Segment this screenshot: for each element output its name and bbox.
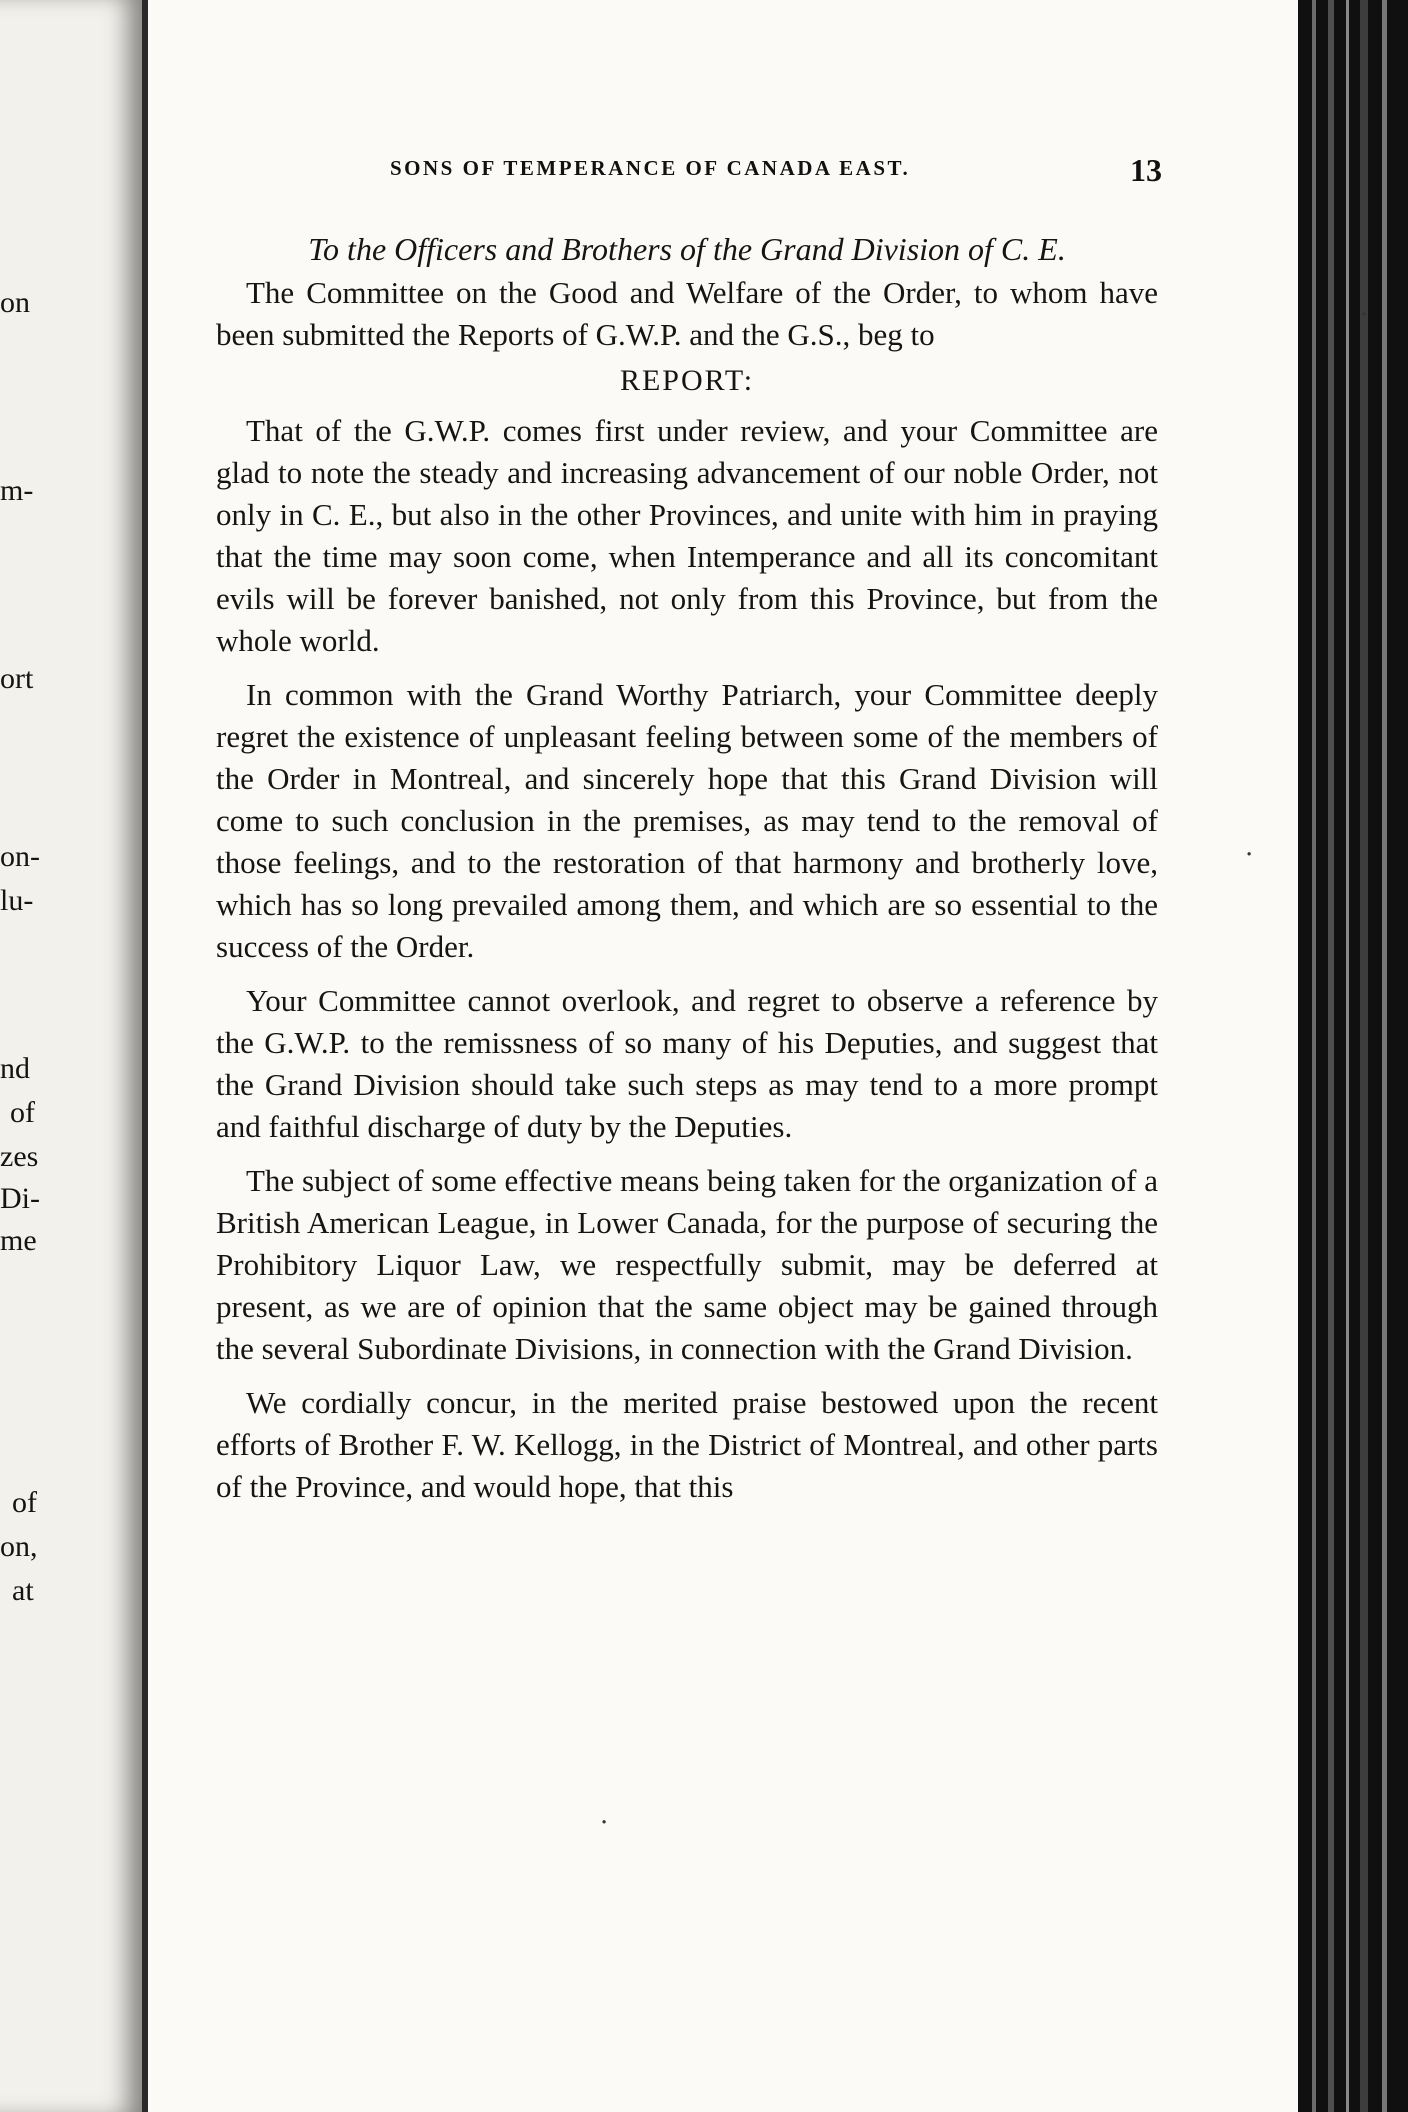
left-page-fragment: of (12, 1486, 37, 1519)
body-paragraph: We cordially concur, in the merited praise bestowed upon the recent efforts of Brother F. W. Kellogg, in the District of Montreal, and other parts of the Province, and would hope, that this (216, 1385, 1158, 1504)
left-page-fragment: zes (0, 1140, 39, 1173)
left-page-fragment: on- (0, 840, 40, 873)
running-head: SONS OF TEMPERANCE OF CANADA EAST. (390, 156, 911, 180)
left-page-fragment: of (10, 1096, 35, 1129)
scan-speck: · (600, 1808, 609, 1838)
left-page-fragment: lu- (0, 884, 34, 917)
page-number: 13 (1130, 152, 1162, 188)
left-page-fragment: ort (0, 662, 34, 695)
right-page-edge (1298, 0, 1408, 2112)
body-paragraph: In common with the Grand Worthy Patriarch, your Committee deeply regret the existence of unpleasant feeling between some of the members of the Order in Montreal, and sincerely hope that this Grand Division will come to such conclusion in the premises, as may tend to the removal of those feelings, and to the restoration of that harmony and brotherly love, which has so long prevailed among them, and which are so essential to the success of the Order. (216, 677, 1158, 964)
body-paragraph: Your Committee cannot overlook, and regret to observe a reference by the G.W.P. to the remissness of so many of his Deputies, and suggest that the Grand Division should take such steps as may tend to a more prompt and faithful discharge of duty by the Deputies. (216, 983, 1158, 1144)
address-line: To the Officers and Brothers of the Grand Division of C. E. (308, 231, 1066, 267)
left-page-fragment: on, (0, 1530, 38, 1563)
page-body (216, 228, 1158, 1520)
body-paragraph: That of the G.W.P. comes first under review, and your Committee are glad to note the steady and increasing advancement of our noble Order, not only in C. E., but also in the other Provinces, and unite with him in praying that the time may soon come, when Intemperance and all its concomitant evils will be forever banished, not only from this Province, but from the whole world. (216, 413, 1158, 658)
scan-speck: · (1245, 840, 1254, 870)
body-paragraph: The subject of some effective means being taken for the organization of a British American League, in Lower Canada, for the purpose of securing the Prohibitory Liquor Law, we respectfully submit, may be deferred at present, as we are of opinion that the same object may be gained through the several Subordinate Divisions, in connection with the Grand Division. (216, 1163, 1158, 1366)
left-page-fragment: nd (0, 1052, 30, 1085)
scan-speck: · (1360, 300, 1369, 330)
left-page-edge (0, 0, 145, 2112)
left-page-fragment: at (12, 1574, 34, 1607)
left-page-fragment: me (0, 1224, 37, 1257)
report-heading: REPORT: (619, 364, 755, 397)
intro-paragraph: The Committee on the Good and Welfare of the Order, to whom have been submitted the Reports of G.W.P. and the G.S., beg to (216, 275, 1158, 352)
left-page-fragment: on (0, 286, 30, 319)
left-page-fragment: m- (0, 474, 34, 507)
left-page-fragment: Di- (0, 1182, 40, 1215)
